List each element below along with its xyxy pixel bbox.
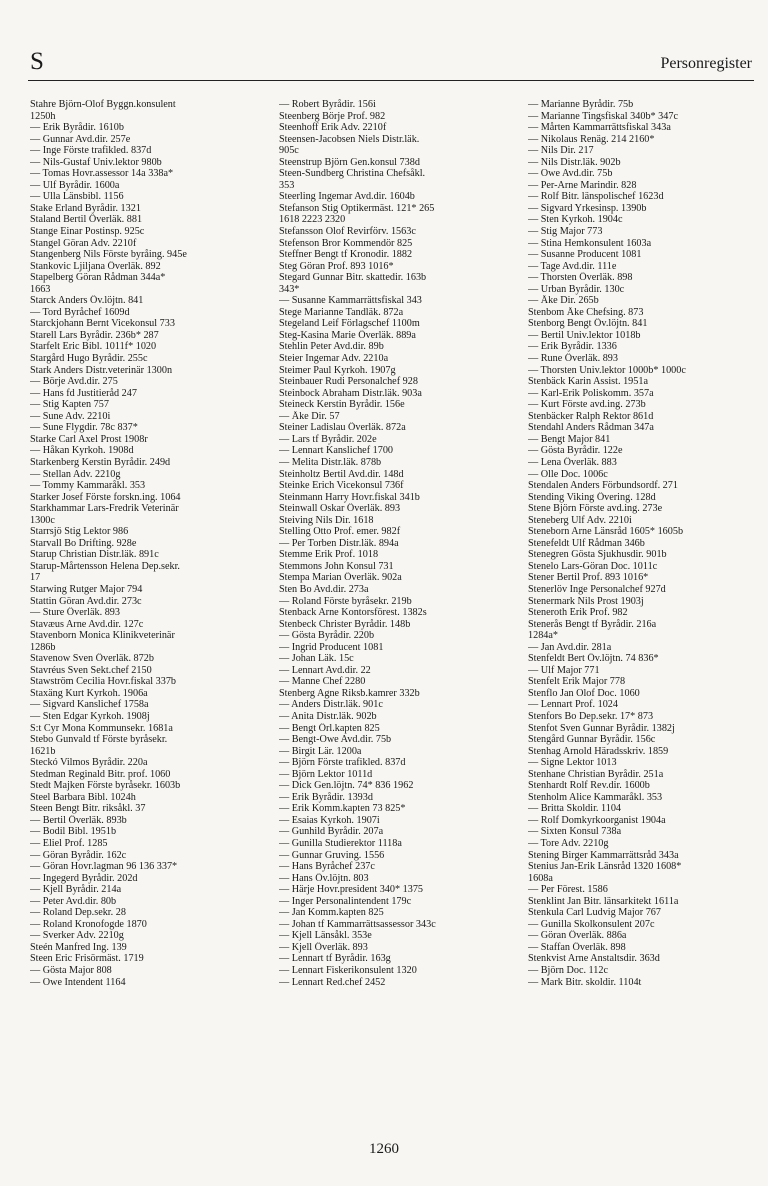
register-entry: — Lennart Kanslichef 1700 bbox=[279, 445, 394, 457]
register-entry: — Melita Distr.läk. 878b bbox=[279, 456, 382, 468]
register-entry: — Bengt Örl.kapten 825 bbox=[279, 722, 380, 734]
register-entry: — Birgit Lär. 1200a bbox=[279, 745, 362, 757]
page-number: 1260 bbox=[369, 1141, 399, 1157]
register-entry: Steiner Ladislau Överläk. 872a bbox=[279, 422, 406, 434]
register-entry: — Hans Öv.löjtn. 803 bbox=[279, 872, 369, 884]
register-entry: Steiving Nils Dir. 1618 bbox=[279, 514, 374, 526]
register-entry: — Göran Hovr.lagman 96 136 337* bbox=[30, 861, 178, 873]
register-entry: — Erik Byrådir. 1393d bbox=[279, 791, 373, 803]
register-entry: — Johan Läk. 15c bbox=[279, 653, 354, 665]
register-entry: — Susanne Producent 1081 bbox=[528, 249, 642, 261]
register-entry: — Nils-Gustaf Univ.lektor 980b bbox=[30, 156, 162, 168]
register-entry: — Esaias Kyrkoh. 1907i bbox=[279, 814, 380, 826]
register-entry: — Ulf Byrådir. 1600a bbox=[30, 179, 120, 191]
register-entry: Stankovic Ljiljana Överläk. 892 bbox=[30, 260, 161, 272]
register-entry: Starkenberg Kerstin Byrådir. 249d bbox=[30, 456, 171, 468]
register-entry: Stapelberg Göran Rådman 344a* bbox=[30, 272, 166, 284]
register-entry: — Marianne Byrådir. 75b bbox=[528, 99, 634, 110]
register-entry: — Björn Lektor 1011d bbox=[279, 768, 373, 780]
register-entry: — Hans Byråchef 237c bbox=[279, 861, 375, 873]
register-entry: Sten Bo Avd.dir. 273a bbox=[279, 583, 369, 595]
register-entry: — Bodil Bibl. 1951b bbox=[30, 826, 117, 838]
register-entry: Steen Eric Frisörmäst. 1719 bbox=[30, 953, 144, 965]
register-entry: Steg Göran Prof. 893 1016* bbox=[279, 260, 394, 272]
register-entry: — Per Torben Distr.läk. 894a bbox=[279, 537, 399, 549]
register-entry: — Erik Byrådir. 1336 bbox=[528, 341, 617, 353]
register-entry: — Inger Personalintendent 179c bbox=[279, 895, 412, 907]
register-entry: — Roland Dep.sekr. 28 bbox=[30, 907, 126, 919]
register-entry: Steier Ingemar Adv. 2210a bbox=[279, 353, 389, 365]
register-entry: Starkhammar Lars-Fredrik Veterinär bbox=[30, 503, 179, 515]
register-entry: Stening Birger Kammarrättsråd 343a bbox=[528, 849, 679, 861]
register-entry: Stebo Gunvald tf Förste byråsekr. bbox=[30, 734, 168, 746]
register-entry: Steerling Ingemar Avd.dir. 1604b bbox=[279, 191, 415, 203]
register-entry: Stener Bertil Prof. 893 1016* bbox=[528, 572, 649, 584]
register-entry: Stemme Erik Prof. 1018 bbox=[279, 549, 379, 561]
register-entry: — Lennart tf Byrådir. 163g bbox=[279, 953, 391, 965]
register-entry: — Anders Distr.läk. 901c bbox=[279, 699, 383, 711]
register-entry: — Stellan Adv. 2210g bbox=[30, 468, 121, 480]
register-entry: — Håkan Kyrkoh. 1908d bbox=[30, 445, 134, 457]
page-title: Personregister bbox=[660, 55, 752, 72]
register-entry: Stenfors Bo Dep.sekr. 17* 873 bbox=[528, 710, 654, 722]
register-entry: — Lennart Red.chef 2452 bbox=[279, 976, 386, 988]
register-entry: Starker Josef Förste forskn.ing. 1064 bbox=[30, 491, 181, 503]
register-entry: — Mark Bitr. skoldir. 1104t bbox=[528, 976, 642, 988]
register-entry: Steinbauer Rudi Personalchef 928 bbox=[279, 376, 418, 388]
register-entry: Stattin Göran Avd.dir. 273c bbox=[30, 595, 142, 607]
register-entry: — Owe Avd.dir. 75b bbox=[528, 168, 613, 180]
register-entry: — Hans fd Justitieråd 247 bbox=[30, 387, 137, 399]
register-entry: — Härje Hovr.president 340* 1375 bbox=[279, 884, 424, 896]
register-entry: Steimer Paul Kyrkoh. 1907g bbox=[279, 364, 396, 376]
register-entry: Steenberg Börje Prof. 982 bbox=[279, 110, 386, 122]
register-entry: — Staffan Överläk. 898 bbox=[528, 941, 626, 953]
register-entry: Starell Lars Byrådir. 236b* 287 bbox=[30, 329, 159, 341]
register-entry: — Rolf Bitr. länspolischef 1623d bbox=[528, 191, 664, 203]
register-entry: — Erik Komm.kapten 73 825* bbox=[279, 803, 406, 815]
register-entry: — Kjell Byrådir. 214a bbox=[30, 884, 122, 896]
register-entry: Stendalen Anders Förbundsordf. 271 bbox=[528, 480, 678, 492]
register-entry: — Signe Lektor 1013 bbox=[528, 757, 617, 769]
register-entry: Stene Björn Förste avd.ing. 273e bbox=[528, 503, 663, 515]
register-entry: — Eliel Prof. 1285 bbox=[30, 838, 108, 849]
header-rule bbox=[28, 80, 754, 81]
register-entry: — Rolf Domkyrkoorganist 1904a bbox=[528, 814, 666, 826]
register-entry: Stegeland Leif Förlagschef 1100m bbox=[279, 318, 420, 330]
register-entry: — Jan Komm.kapten 825 bbox=[279, 907, 384, 919]
register-column-2 bbox=[279, 99, 517, 988]
register-entry: Stenback Arne Kontorsförest. 1382s bbox=[279, 607, 427, 619]
register-entry: — Anita Distr.läk. 902b bbox=[279, 710, 377, 722]
register-entry: — Sverker Adv. 2210g bbox=[30, 930, 124, 942]
register-entry: — Susanne Kammarrättsfiskal 343 bbox=[279, 295, 422, 307]
register-entry: Stenelo Lars-Göran Doc. 1011c bbox=[528, 560, 658, 572]
register-entry: 1663 bbox=[30, 283, 51, 295]
register-entry: Steg-Kasina Marie Överläk. 889a bbox=[279, 329, 416, 341]
register-entry: — Björn Doc. 112c bbox=[528, 965, 608, 977]
register-entry: Starfelt Eric Bibl. 1011f* 1020 bbox=[30, 341, 157, 353]
register-entry: — Inge Förste trafikled. 837d bbox=[30, 145, 152, 157]
register-entry: — Sune Flygdir. 78c 837* bbox=[30, 422, 138, 434]
register-entry: Stenborg Bengt Öv.löjtn. 841 bbox=[528, 318, 648, 330]
register-entry: 1621b bbox=[30, 745, 56, 757]
register-entry: 343* bbox=[279, 283, 300, 295]
register-entry: Stangenberg Nils Förste byråing. 945e bbox=[30, 249, 187, 261]
register-entry: Starvall Bo Drifting. 928e bbox=[30, 537, 137, 549]
register-entry: Stege Marianne Tandläk. 872a bbox=[279, 306, 404, 318]
register-entry: — Kurt Förste avd.ing. 273b bbox=[528, 399, 646, 411]
register-entry: — Gunilla Skolkonsulent 207c bbox=[528, 918, 655, 930]
register-entry: 353 bbox=[279, 179, 295, 191]
register-entry: — Stig Kapten 757 bbox=[30, 399, 109, 411]
register-entry: — Bertil Överläk. 893b bbox=[30, 814, 127, 826]
register-entry: Steinwall Oskar Överläk. 893 bbox=[279, 503, 401, 515]
register-entry: — Gösta Major 808 bbox=[30, 965, 112, 977]
register-entry: Steel Barbara Bibl. 1024h bbox=[30, 791, 136, 803]
register-entry: — Sten Kyrkoh. 1904c bbox=[528, 214, 623, 226]
register-column-3 bbox=[528, 99, 766, 988]
register-entry: — Sixten Konsul 738a bbox=[528, 826, 622, 838]
register-entry: — Per-Arne Marindir. 828 bbox=[528, 179, 637, 191]
register-entry: Stenholm Alice Kammaråkl. 353 bbox=[528, 791, 663, 803]
register-entry: Starwing Rutger Major 794 bbox=[30, 583, 143, 595]
register-entry: 1300c bbox=[30, 514, 55, 526]
register-entry: Stehlin Peter Avd.dir. 89b bbox=[279, 341, 384, 353]
register-entry: Steensen-Jacobsen Niels Distr.läk. bbox=[279, 133, 420, 145]
register-entry: Stefansson Olof Revirförv. 1563c bbox=[279, 226, 416, 238]
register-entry: Stenfot Sven Gunnar Byrådir. 1382j bbox=[528, 722, 675, 734]
register-entry: Stegard Gunnar Bitr. skattedir. 163b bbox=[279, 272, 427, 284]
register-entry: Stelling Otto Prof. emer. 982f bbox=[279, 526, 401, 538]
register-entry: Stenhardt Rolf Rev.dir. 1600b bbox=[528, 780, 650, 792]
register-entry: Steinholtz Bertil Avd.dir. 148d bbox=[279, 468, 404, 480]
register-entry: Stengård Gunnar Byrådir. 156c bbox=[528, 734, 656, 746]
register-entry: Stefenson Bror Kommendör 825 bbox=[279, 237, 413, 249]
register-entry: Stending Viking Övering. 128d bbox=[528, 491, 656, 503]
register-entry: Steckó Vilmos Byrådir. 220a bbox=[30, 757, 148, 769]
register-entry: — Jan Avd.dir. 281a bbox=[528, 641, 612, 653]
register-entry: — Gunhild Byrådir. 207a bbox=[279, 826, 384, 838]
register-entry: — Mårten Kammarrättsfiskal 343a bbox=[528, 122, 671, 134]
register-entry: Stenfelt Erik Major 778 bbox=[528, 676, 626, 688]
register-entry: — Bengt-Owe Avd.dir. 75b bbox=[279, 734, 392, 746]
register-entry: Staland Bertil Överläk. 881 bbox=[30, 214, 143, 226]
register-entry: Starup Christian Distr.läk. 891c bbox=[30, 549, 159, 561]
register-entry: — Erik Byrådir. 1610b bbox=[30, 122, 124, 134]
register-entry: — Bertil Univ.lektor 1018b bbox=[528, 329, 641, 341]
register-entry: Steneroth Erik Prof. 982 bbox=[528, 607, 628, 619]
register-entry: — Sture Överläk. 893 bbox=[30, 607, 120, 619]
register-entry: Stenefeldt Ulf Rådman 346b bbox=[528, 537, 645, 549]
register-entry: — Kjell Länsåkl. 353e bbox=[279, 930, 372, 942]
register-entry: — Åke Dir. 57 bbox=[279, 410, 340, 422]
register-entry: — Sten Edgar Kyrkoh. 1908j bbox=[30, 710, 150, 722]
register-entry: Steffner Bengt tf Kronodir. 1882 bbox=[279, 249, 413, 261]
register-entry: Stenfeldt Bert Öv.löjtn. 74 836* bbox=[528, 653, 659, 665]
register-entry: Stavæus Arne Avd.dir. 127c bbox=[30, 618, 144, 630]
register-entry: — Åke Dir. 265b bbox=[528, 295, 599, 307]
register-entry: — Stina Hemkonsulent 1603a bbox=[528, 237, 652, 249]
register-entry: Starckjohann Bernt Vicekonsul 733 bbox=[30, 318, 175, 330]
register-entry: Stenkvist Arne Anstaltsdir. 363d bbox=[528, 953, 660, 965]
register-entry: Stake Erland Byrådir. 1321 bbox=[30, 202, 141, 214]
register-entry: — Ingegerd Byrådir. 202d bbox=[30, 872, 138, 884]
register-entry: Steinke Erich Vicekonsul 736f bbox=[279, 480, 404, 492]
register-entry: — Nils Distr.läk. 902b bbox=[528, 156, 621, 168]
register-entry: Stefanson Stig Optikermäst. 121* 265 bbox=[279, 202, 435, 214]
register-entry: — Sigvard Kanslichef 1758a bbox=[30, 699, 149, 711]
register-entry: Stenhag Arnold Häradsskriv. 1859 bbox=[528, 745, 669, 757]
register-entry: Stenbäck Karin Assist. 1951a bbox=[528, 376, 648, 388]
register-entry: Steneborn Arne Länsråd 1605* 1605b bbox=[528, 526, 684, 538]
register-entry: — Lennart Fiskerikonsulent 1320 bbox=[279, 965, 417, 977]
register-entry: — Thorsten Univ.lektor 1000b* 1000c bbox=[528, 364, 686, 376]
register-entry: Stavenow Sven Överläk. 872b bbox=[30, 653, 154, 665]
register-entry: — Nikolaus Renäg. 214 2160* bbox=[528, 133, 655, 145]
register-entry: — Lennart Prof. 1024 bbox=[528, 699, 618, 711]
register-entry: Stenklint Jan Bitr. länsarkitekt 1611a bbox=[528, 895, 679, 907]
register-entry: Stenhane Christian Byrådir. 251a bbox=[528, 768, 664, 780]
register-entry: — Owe Intendent 1164 bbox=[30, 976, 126, 988]
register-entry: — Peter Avd.dir. 80b bbox=[30, 895, 117, 907]
register-entry: Steinbock Abraham Distr.läk. 903a bbox=[279, 387, 422, 399]
section-letter: S bbox=[30, 48, 44, 75]
register-entry: — Gunnar Gruving. 1556 bbox=[279, 849, 385, 861]
register-entry: — Johan tf Kammarrättsassessor 343c bbox=[279, 918, 436, 930]
register-entry: — Gunilla Studierektor 1118a bbox=[279, 838, 402, 849]
register-entry: Stenflo Jan Olof Doc. 1060 bbox=[528, 687, 640, 699]
register-entry: — Lennart Avd.dir. 22 bbox=[279, 664, 371, 676]
register-entry: — Lars tf Byrådir. 202e bbox=[279, 433, 377, 445]
register-entry: — Kjell Överläk. 893 bbox=[279, 941, 368, 953]
register-entry: Stenbeck Christer Byrådir. 148b bbox=[279, 618, 411, 630]
register-entry: Stemmons John Konsul 731 bbox=[279, 560, 394, 572]
register-entry: Stedt Majken Förste byråsekr. 1603b bbox=[30, 780, 181, 792]
register-entry: — Gunnar Avd.dir. 257e bbox=[30, 133, 131, 145]
register-entry: — Tomas Hovr.assessor 14a 338a* bbox=[30, 168, 174, 180]
register-entry: — Per Förest. 1586 bbox=[528, 884, 608, 896]
register-entry: Starrsjö Stig Lektor 986 bbox=[30, 526, 129, 538]
register-entry: Steén Manfred Ing. 139 bbox=[30, 941, 127, 953]
register-entry: — Sune Adv. 2210i bbox=[30, 410, 111, 422]
register-entry: Stenberg Agne Riksb.kamrer 332b bbox=[279, 687, 420, 699]
register-entry: — Tommy Kammaråkl. 353 bbox=[30, 480, 146, 492]
register-entry: — Olle Doc. 1006c bbox=[528, 468, 608, 480]
register-entry: Stavenborn Monica Klinikveterinär bbox=[30, 630, 175, 642]
register-entry: 1618 2223 2320 bbox=[279, 214, 346, 226]
register-entry: Stark Anders Distr.veterinär 1300n bbox=[30, 364, 173, 376]
register-entry: Steinmann Harry Hovr.fiskal 341b bbox=[279, 491, 420, 503]
register-entry: Stahre Björn-Olof Byggn.konsulent bbox=[30, 99, 176, 110]
register-entry: Steen-Sundberg Christina Chefsåkl. bbox=[279, 168, 426, 180]
register-entry: — Björn Förste trafikled. 837d bbox=[279, 757, 406, 769]
register-entry: Starke Carl Axel Prost 1908r bbox=[30, 433, 148, 445]
register-entry: — Dick Gen.löjtn. 74* 836 1962 bbox=[279, 780, 414, 792]
register-entry: Steineck Kerstin Byrådir. 156e bbox=[279, 399, 405, 411]
register-entry: 905c bbox=[279, 145, 299, 157]
register-entry: — Nils Dir. 217 bbox=[528, 145, 594, 157]
register-entry: Starck Anders Öv.löjtn. 841 bbox=[30, 295, 144, 307]
register-entry: Steen Bengt Bitr. riksåkl. 37 bbox=[30, 803, 146, 815]
register-entry: S:t Cyr Mona Kommunsekr. 1681a bbox=[30, 722, 173, 734]
register-entry: Stendahl Anders Rådman 347a bbox=[528, 422, 654, 434]
register-entry: Stawström Cecilia Hovr.fiskal 337b bbox=[30, 676, 177, 688]
register-entry: — Lena Överläk. 883 bbox=[528, 456, 617, 468]
register-entry: — Thorsten Överläk. 898 bbox=[528, 272, 633, 284]
register-entry: Stange Einar Postinsp. 925c bbox=[30, 226, 145, 238]
register-entry: — Roland Förste byråsekr. 219b bbox=[279, 595, 412, 607]
register-entry: Stargård Hugo Byrådir. 255c bbox=[30, 353, 148, 365]
register-entry: — Britta Skoldir. 1104 bbox=[528, 803, 622, 815]
register-entry: Stenbom Åke Chefsing. 873 bbox=[528, 306, 644, 318]
register-entry: Stenerlöv Inge Personalchef 927d bbox=[528, 583, 666, 595]
register-entry: Stenerås Bengt tf Byrådir. 216a bbox=[528, 618, 657, 630]
register-entry: Stavréus Sven Sekt.chef 2150 bbox=[30, 664, 152, 676]
register-entry: Stenius Jan-Erik Länsråd 1320 1608* bbox=[528, 861, 682, 873]
register-entry: Steenhoff Erik Adv. 2210f bbox=[279, 122, 387, 134]
register-entry: Stenbäcker Ralph Rektor 861d bbox=[528, 410, 654, 422]
register-entry: — Ulf Major 771 bbox=[528, 664, 600, 676]
register-entry: Stenermark Nils Prost 1903j bbox=[528, 595, 644, 607]
register-entry: — Gösta Byrådir. 220b bbox=[279, 630, 375, 642]
register-entry: — Rune Överläk. 893 bbox=[528, 353, 618, 365]
register-entry: Stangel Göran Adv. 2210f bbox=[30, 237, 137, 249]
register-entry: Stenkula Carl Ludvig Major 767 bbox=[528, 907, 661, 919]
register-entry: Starup-Mårtensson Helena Dep.sekr. bbox=[30, 560, 180, 572]
register-entry: — Marianne Tingsfiskal 340b* 347c bbox=[528, 110, 678, 122]
register-entry: — Roland Kronofogde 1870 bbox=[30, 918, 147, 930]
register-entry: Stempa Marian Överläk. 902a bbox=[279, 572, 402, 584]
register-entry: — Tage Avd.dir. 111e bbox=[528, 260, 617, 272]
register-entry: — Tore Adv. 2210g bbox=[528, 838, 609, 849]
register-entry: — Bengt Major 841 bbox=[528, 433, 611, 445]
register-column-1 bbox=[30, 99, 268, 988]
register-entry: 1608a bbox=[528, 872, 553, 884]
register-entry: — Urban Byrådir. 130c bbox=[528, 283, 625, 295]
register-entry: 17 bbox=[30, 572, 41, 584]
register-entry: 1284a* bbox=[528, 630, 558, 642]
register-entry: — Gösta Byrådir. 122e bbox=[528, 445, 623, 457]
register-entry: Stedman Reginald Bitr. prof. 1060 bbox=[30, 768, 171, 780]
register-entry: 1250h bbox=[30, 110, 56, 122]
register-entry: Stenegren Gösta Sjukhusdir. 901b bbox=[528, 549, 667, 561]
register-entry: Steneberg Ulf Adv. 2210i bbox=[528, 514, 632, 526]
register-entry: — Ulla Länsbibl. 1156 bbox=[30, 191, 124, 203]
register-entry: — Göran Byrådir. 162c bbox=[30, 849, 127, 861]
register-entry: — Göran Överläk. 886a bbox=[528, 930, 627, 942]
register-entry: — Tord Byråchef 1609d bbox=[30, 306, 130, 318]
register-entry: — Ingrid Producent 1081 bbox=[279, 641, 384, 653]
register-entry: — Sigvard Yrkesinsp. 1390b bbox=[528, 202, 647, 214]
register-entry: Steenstrup Björn Gen.konsul 738d bbox=[279, 156, 420, 168]
register-entry: 1286b bbox=[30, 641, 56, 653]
register-entry: — Stig Major 773 bbox=[528, 226, 603, 238]
register-entry: Staxäng Kurt Kyrkoh. 1906a bbox=[30, 687, 148, 699]
register-entry: — Karl-Erik Poliskomm. 357a bbox=[528, 387, 654, 399]
register-entry: — Manne Chef 2280 bbox=[279, 676, 366, 688]
register-entry: — Robert Byrådir. 156i bbox=[279, 99, 376, 110]
register-entry: — Börje Avd.dir. 275 bbox=[30, 376, 118, 388]
